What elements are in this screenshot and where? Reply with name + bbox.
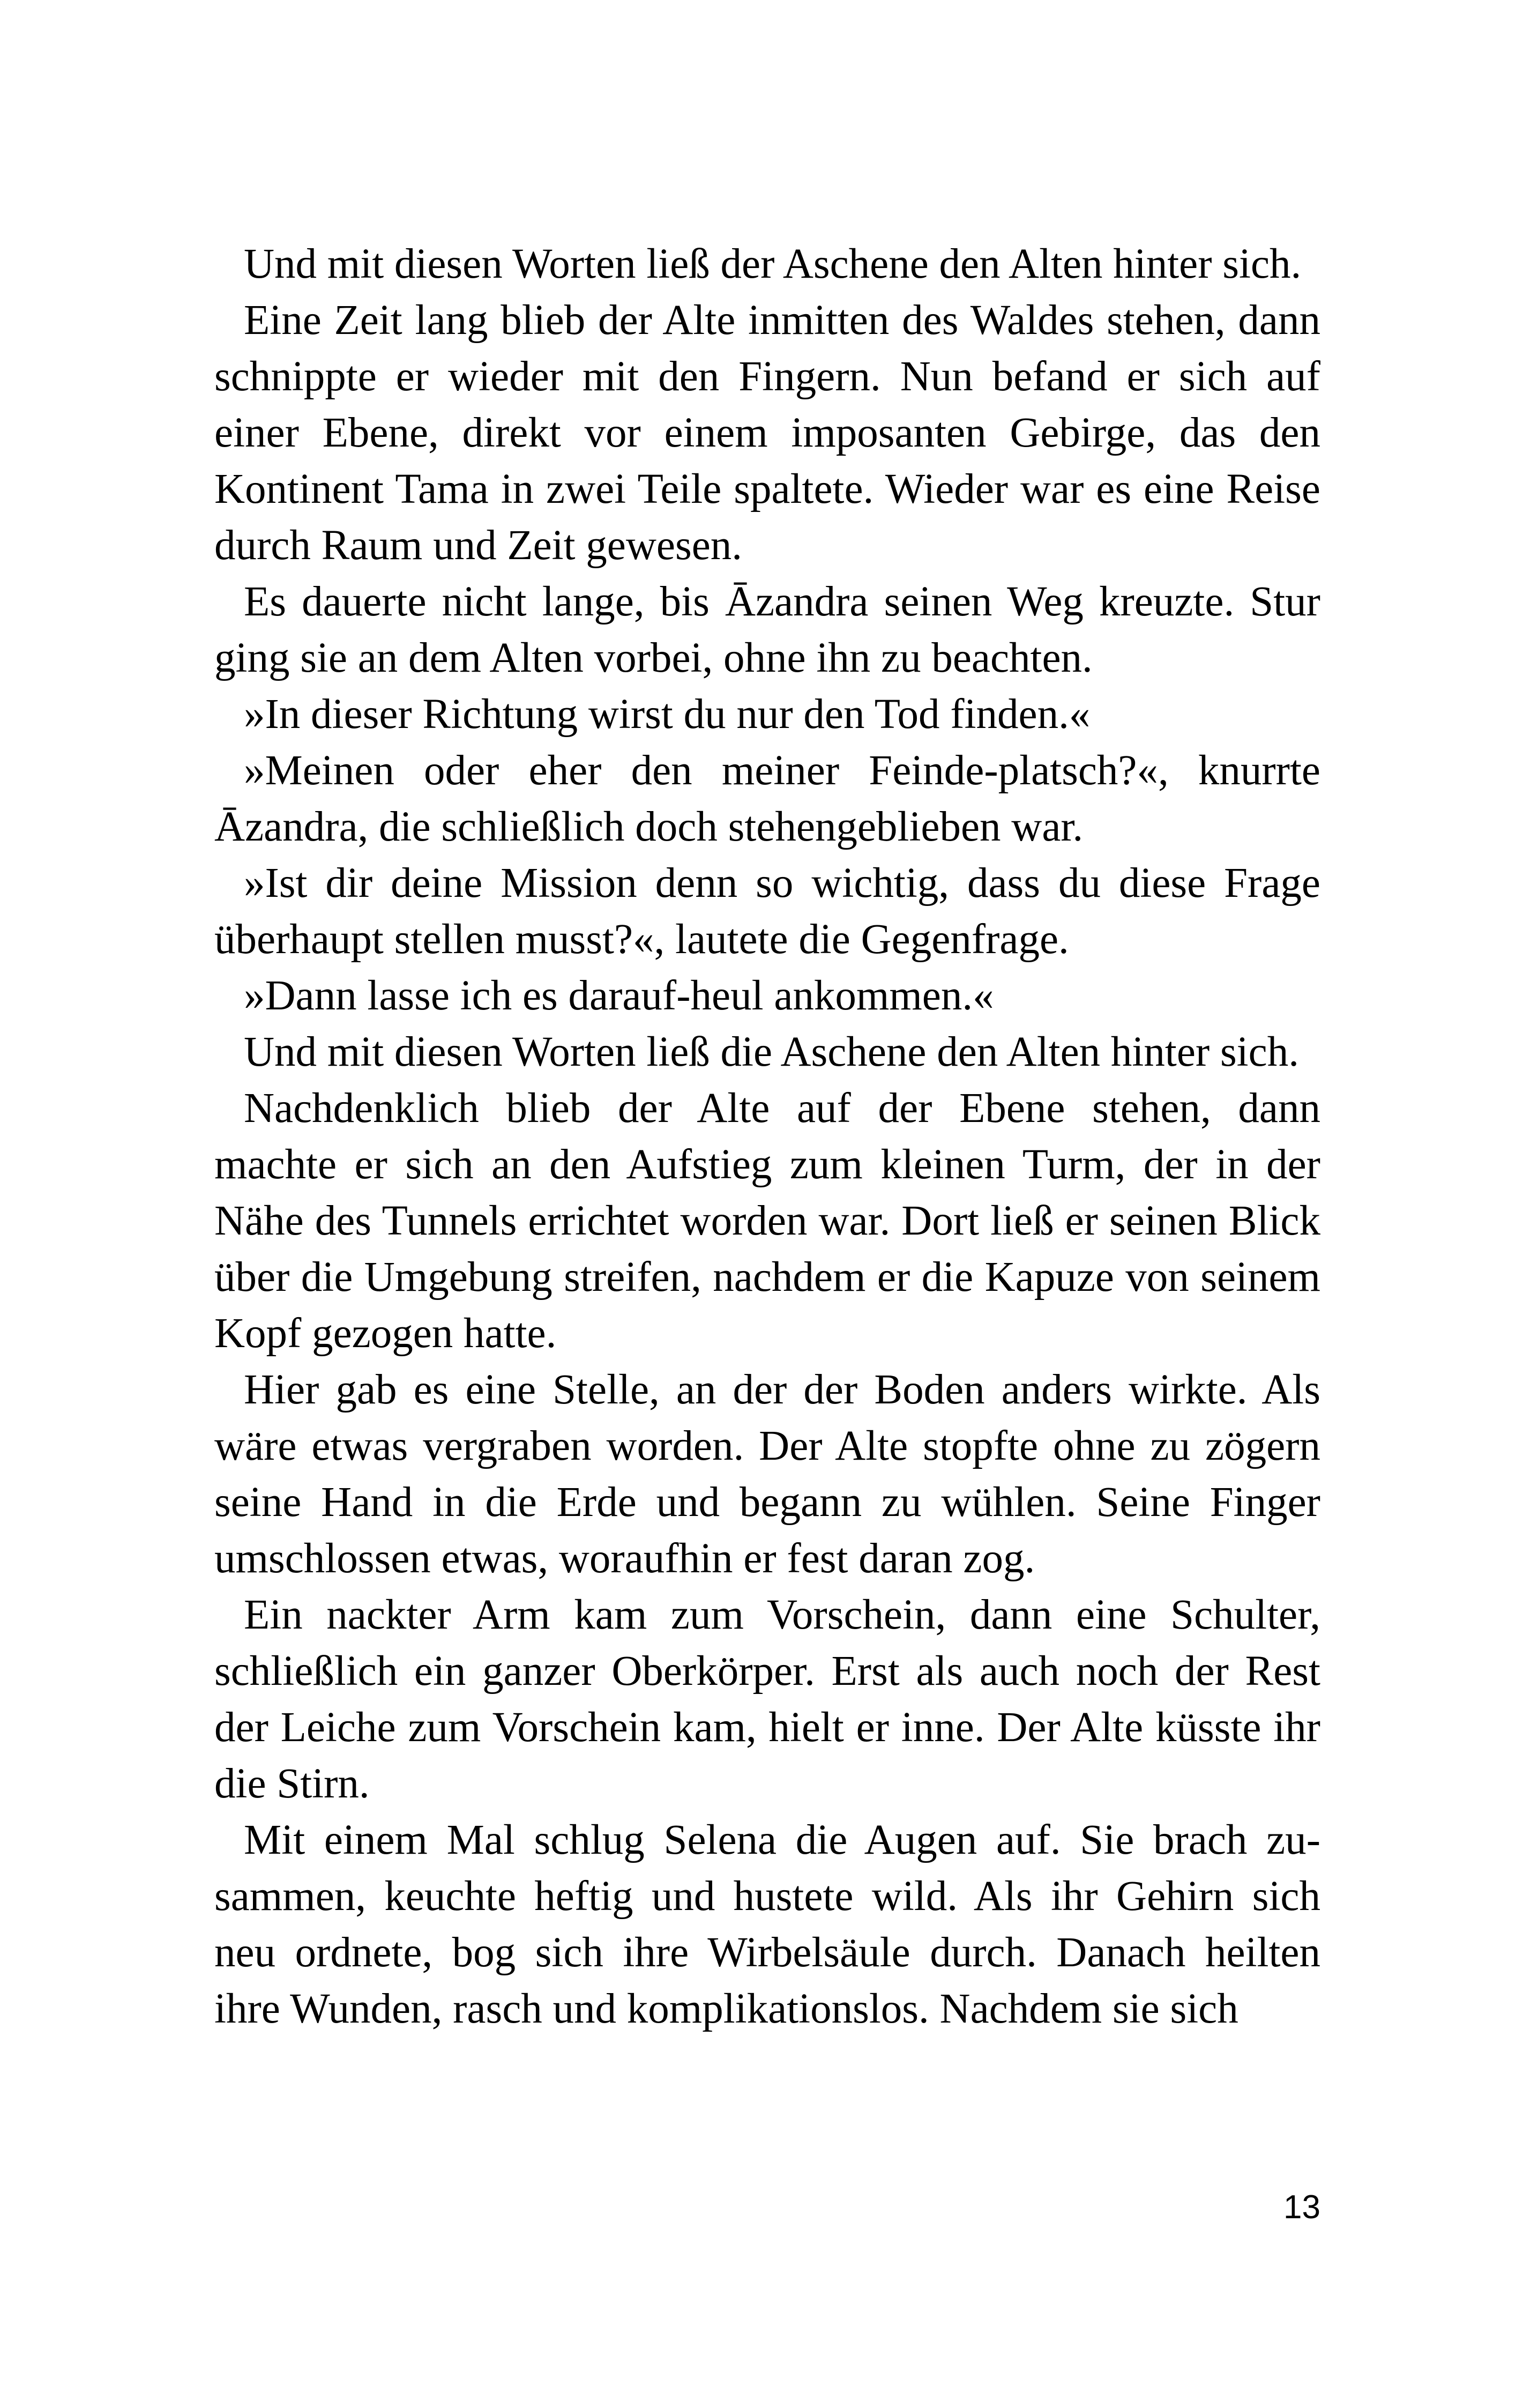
paragraph: Eine Zeit lang blieb der Alte inmitten des Waldes stehen, dann schnippte er wieder mit den Fingern. Nun befand er sich auf einer Ebene, direkt vor einem imposanten Gebirge, das den Kontinent Tama in zwei Teile spaltete. Wieder war es eine Reise durch Raum und Zeit gewesen. xyxy=(214,297,1320,569)
paragraph: Und mit diesen Worten ließ die Aschene den Alten hinter sich. xyxy=(244,1029,1299,1075)
paragraph: Mit einem Mal schlug Selena die Augen auf. Sie brach zusammen, keuchte heftig und hustete wild. Als ihr Gehirn sich neu ordnete, bog sich ihre Wirbelsäule durch. Danach heilten ihre Wunden, rasch und komplikationslos. Nachdem sie sich xyxy=(214,1817,1320,2032)
paragraph: Hier gab es eine Stelle, an der der Boden anders wirkte. Als wäre etwas vergraben worden. Der Alte stopfte ohne zu zögern seine Hand in die Erde und begann zu wühlen. Seine Finger umschlossen etwas, woraufhin er fest daran zog. xyxy=(214,1366,1320,1582)
paragraph: Nachdenklich blieb der Alte auf der Ebene stehen, dann machte er sich an den Aufstieg zum kleinen Turm, der in der Nähe des Tunnels errichtet worden war. Dort ließ er seinen Blick über die Umgebung streifen, nachdem er die Kapuze von seinem Kopf gezogen hatte. xyxy=(214,1085,1320,1357)
body-text xyxy=(214,236,1320,2037)
paragraph: Ein nackter Arm kam zum Vorschein, dann eine Schulter, schließlich ein ganzer Oberkörper. Erst als auch noch der Rest der Leiche zum Vorschein kam, hielt er inne. Der Alte küsste ihr die Stirn. xyxy=(214,1592,1320,1807)
paragraph: »Dann lasse ich es darauf-heul ankommen.« xyxy=(244,972,994,1019)
paragraph: Es dauerte nicht lange, bis Āzandra seinen Weg kreuzte. Stur ging sie an dem Alten vorbei, ohne ihn zu beachten. xyxy=(214,578,1320,681)
paragraph: Und mit diesen Worten ließ der Aschene den Alten hinter sich. xyxy=(244,241,1302,287)
paragraph: »Meinen oder eher den meiner Feinde-platsch?«, knurrte Āzandra, die schließlich doch stehengeblieben war. xyxy=(214,747,1320,850)
paragraph: »Ist dir deine Mission denn so wichtig, dass du diese Frage überhaupt stellen musst?«, lautete die Gegenfrage. xyxy=(214,860,1320,963)
page-number: 13 xyxy=(1283,2189,1320,2226)
paragraph: »In dieser Richtung wirst du nur den Tod finden.« xyxy=(244,691,1091,738)
